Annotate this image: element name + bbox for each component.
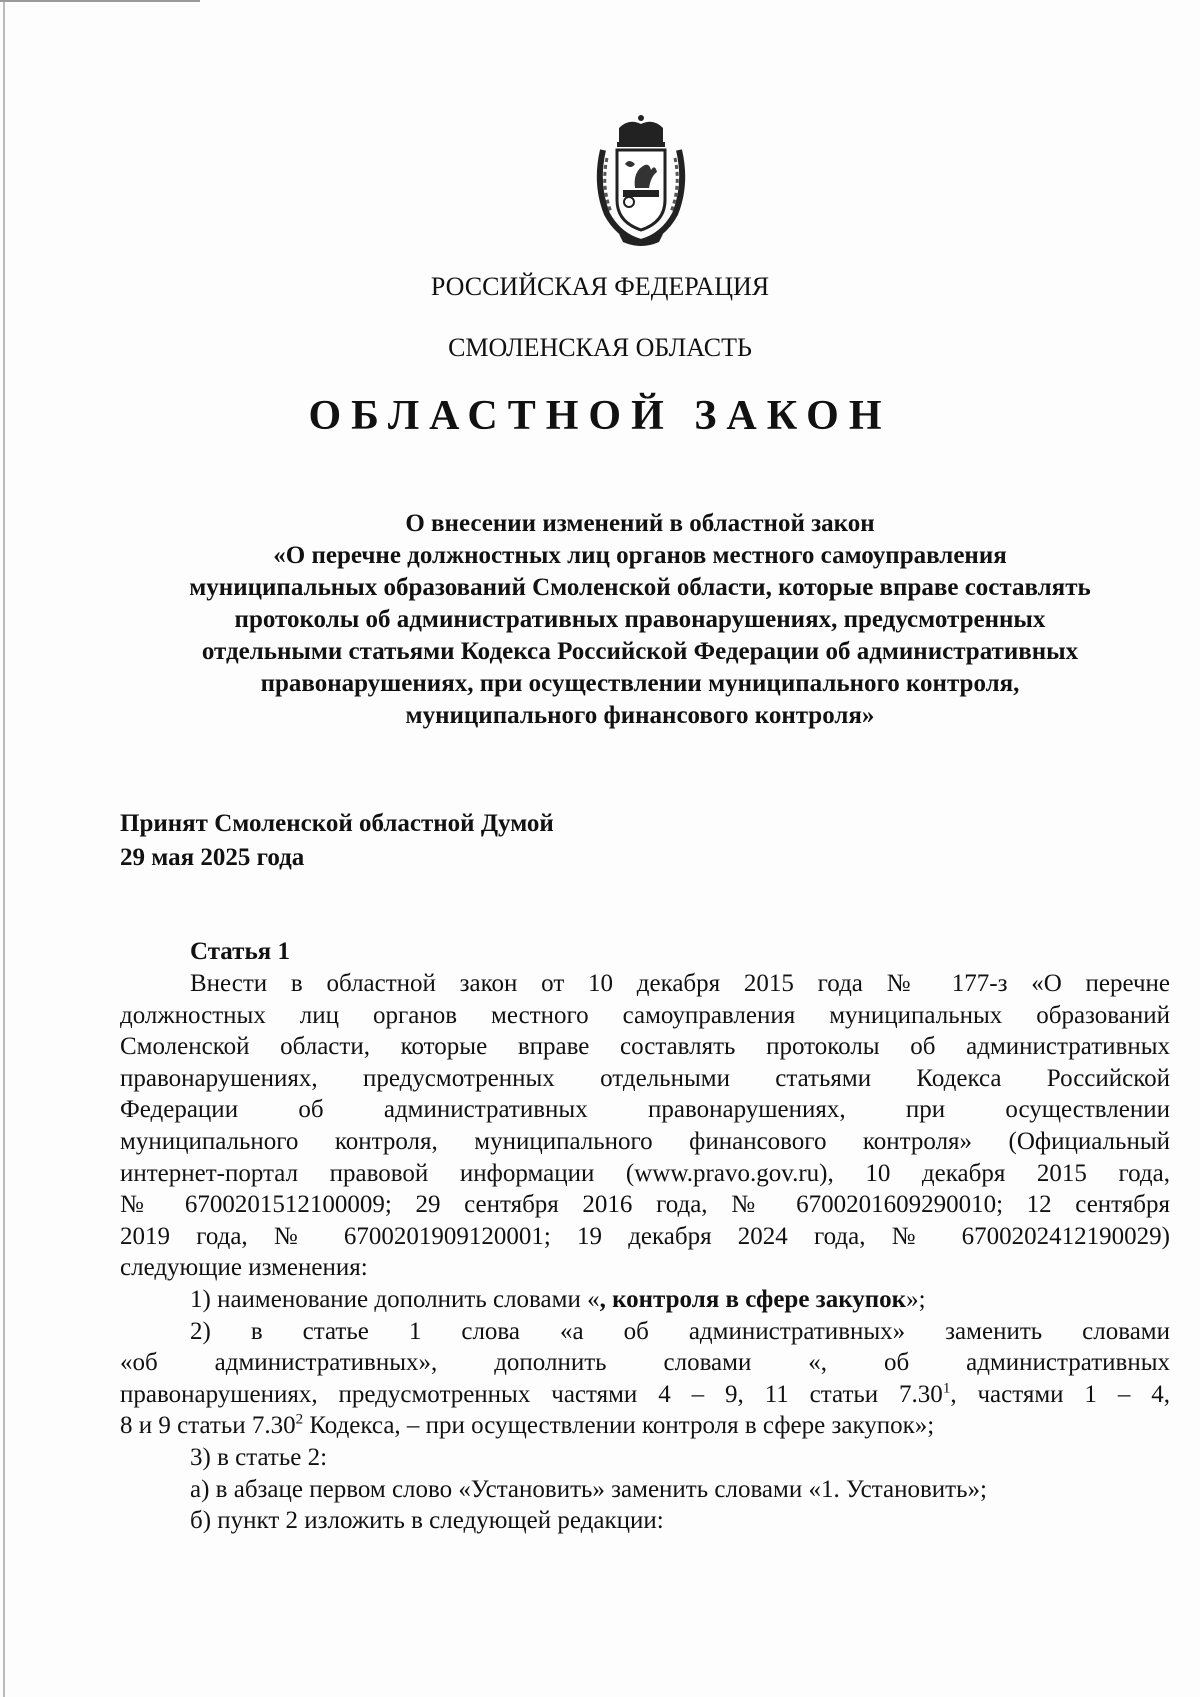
law-title-line: правонарушениях, при осуществлении муниципального контроля,: [260, 670, 1020, 697]
country-heading: РОССИЙСКАЯ ФЕДЕРАЦИЯ: [430, 272, 770, 301]
article-1-body: [120, 968, 1170, 1537]
law-title-line: муниципальных образований Смоленской области, которые вправе составлять: [189, 574, 1091, 601]
law-title-line: протоколы об административных правонарушениях, предусмотренных: [234, 606, 1046, 633]
item-2-line: «об административных», дополнить словами «, об административных: [120, 1349, 1170, 1377]
region-heading: СМОЛЕНСКАЯ ОБЛАСТЬ: [448, 333, 752, 362]
paragraph-line: Внести в областной закон от 10 декабря 2015 года № 177-з «О перечне: [190, 970, 1170, 997]
paragraph-line: Смоленской области, которые вправе составлять протоколы об административных: [120, 1033, 1170, 1061]
superscript: 1: [942, 1380, 951, 1397]
paragraph-line: Федерации об административных правонарушениях, при осуществлении: [120, 1096, 1170, 1124]
paragraph-line: № 6700201512100009; 29 сентября 2016 года, № 6700201609290010; 12 сентября: [120, 1191, 1170, 1219]
item-2-text: правонарушениях, предусмотренных частями 4 – 9, 11 статьи 7.30: [120, 1380, 943, 1408]
item-2-line: [120, 1379, 1170, 1411]
item-1: [120, 1284, 1170, 1316]
item-3b: б) пункт 2 изложить в следующей редакции:: [190, 1507, 664, 1535]
paragraph-line: следующие изменения:: [120, 1254, 368, 1282]
article-1-heading: Статья 1: [190, 938, 290, 965]
item-3a: а) в абзаце первом слово «Установить» заменить словами «1. Установить»;: [190, 1475, 987, 1503]
item-1-prefix: 1) наименование дополнить словами «: [190, 1285, 600, 1313]
law-title: [110, 508, 1170, 732]
item-1-bold: , контроля в сфере закупок: [599, 1285, 907, 1313]
paragraph-line: интернет-портал правовой информации (www.pravo.gov.ru), 10 декабря 2015 года,: [120, 1159, 1170, 1187]
law-type-heading: ОБЛАСТНОЙ ЗАКОН: [308, 393, 892, 439]
smolensk-coat-of-arms-icon: [589, 114, 693, 246]
scan-edge-left: [3, 0, 5, 1697]
item-2-line: [120, 1410, 1170, 1442]
paragraph-line: 2019 года, № 6700201909120001; 19 декабря 2024 года, № 6700202412190029): [120, 1222, 1170, 1250]
scan-edge-top: [0, 0, 200, 2]
item-1-suffix: »;: [906, 1285, 926, 1313]
paragraph-line: должностных лиц органов местного самоуправления муниципальных образований: [120, 1001, 1170, 1029]
law-title-line: отдельными статьями Кодекса Российской Федерации об административных: [201, 638, 1079, 665]
item-2-text: 8 и 9 статьи 7.30: [120, 1412, 296, 1440]
item-3: 3) в статье 2:: [190, 1443, 328, 1471]
adoption-date: 29 мая 2025 года: [120, 844, 305, 871]
paragraph-line: муниципального контроля, муниципального финансового контроля» (Официальный: [120, 1127, 1170, 1155]
adoption-note: [120, 807, 554, 875]
item-2-line: 2) в статье 1 слова «а об административных» заменить словами: [190, 1317, 1170, 1345]
law-title-line: муниципального финансового контроля»: [405, 702, 875, 729]
superscript: 2: [295, 1411, 304, 1428]
adoption-body: Принят Смоленской областной Думой: [120, 810, 554, 837]
item-2-text: , частями 1 – 4,: [950, 1380, 1170, 1408]
law-title-line: О внесении изменений в областной закон: [405, 510, 875, 537]
law-title-line: «О перечне должностных лиц органов местного самоуправления: [273, 542, 1007, 569]
item-2-text: Кодекса, – при осуществлении контроля в сфере закупок»;: [303, 1412, 935, 1440]
paragraph-line: правонарушениях, предусмотренных отдельными статьями Кодекса Российской: [120, 1064, 1170, 1092]
